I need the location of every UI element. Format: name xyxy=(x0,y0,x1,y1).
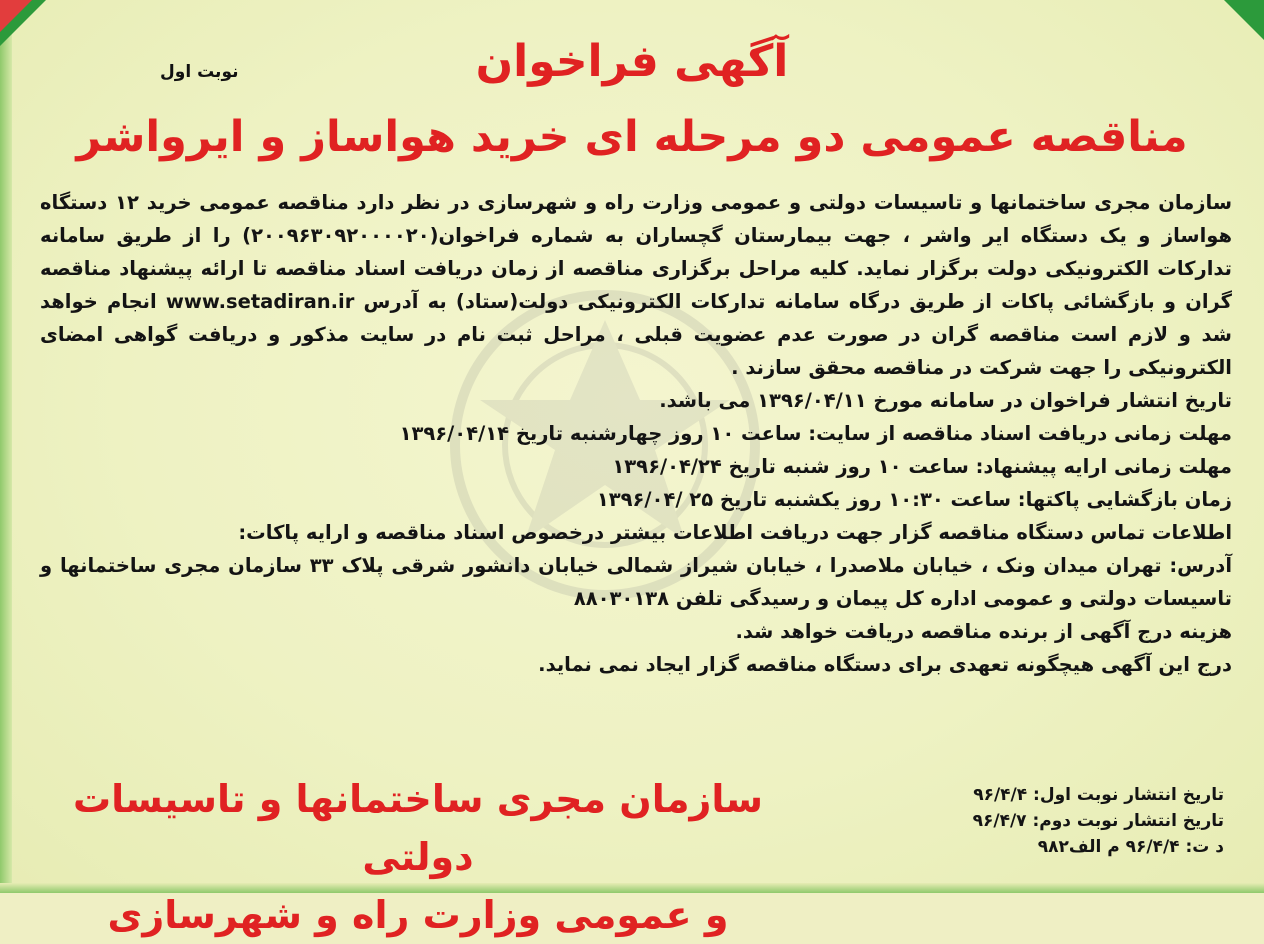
organization-line-1: سازمان مجری ساختمانها و تاسیسات دولتی xyxy=(72,777,764,879)
organization-line-2: و عمومی وزارت راه و شهرسازی xyxy=(107,893,729,937)
document-deadline-line: مهلت زمانی دریافت اسناد مناقصه از سایت: ساعت ۱۰ روز چهارشنبه تاریخ ۱۳۹۶/۰۴/۱۴ xyxy=(399,422,1232,445)
cost-note-line: هزینه درج آگهی از برنده مناقصه دریافت خواهد شد. xyxy=(735,620,1232,643)
intro-paragraph: سازمان مجری ساختمانها و تاسیسات دولتی و عمومی وزارت راه و شهرسازی در نظر دارد مناقصه عمومی خرید ۱۲ دستگاه هواساز و یک دستگاه ایر واشر ، جهت بیمارستان گچساران به شماره فراخوان(۲۰۰۹۶۳۰۹۲۰۰۰۰۲۰) را از طریق سامانه تدارکات الکترونیکی دولت برگزار نماید. کلیه مراحل برگزاری مناقصه از زمان دریافت اسناد مناقصه تا ارائه پیشنهاد مناقصه گران و بازگشائی پاکات از طریق درگاه سامانه تدارکات الکترونیکی دولت(ستاد) به آدرس www.setadiran.ir انجام خواهد شد و لازم است مناقصه گران در صورت عدم عضویت قبلی ، مراحل ثبت نام در سایت مذکور و دریافت گواهی امضای الکترونیکی را جهت شرکت در مناقصه محقق سازند . xyxy=(40,191,1233,379)
organization-signature xyxy=(38,770,798,944)
second-publish-date: تاریخ انتشار نوبت دوم: ۹۶/۴/۷ xyxy=(972,811,1224,831)
corner-decoration-top-right xyxy=(1224,0,1264,40)
headline-subtitle: مناقصه عمومی دو مرحله ای خرید هواساز و ایرواشر xyxy=(76,112,1188,162)
disclaimer-line: درج این آگهی هیچگونه تعهدی برای دستگاه مناقصه گزار ایجاد نمی نماید. xyxy=(538,653,1232,676)
address-paragraph: آدرس: تهران میدان ونک ، خیابان ملاصدرا ، خیابان شیراز شمالی خیابان دانشور شرقی پلاک ۳۳ سازمان مجری ساختمانها و تاسیسات دولتی و عمومی اداره کل پیمان و رسیدگی تلفن ۸۸۰۳۰۱۳۸ xyxy=(40,554,1232,610)
headline-title: آگهی فراخوان xyxy=(475,36,789,87)
publication-code: د ت: ۹۶/۴/۴ م الف۹۸۲ xyxy=(1037,837,1224,857)
edition-label: نوبت اول xyxy=(160,62,239,82)
offer-deadline-line: مهلت زمانی ارایه پیشنهاد: ساعت ۱۰ روز شنبه تاریخ ۱۳۹۶/۰۴/۲۴ xyxy=(612,455,1232,478)
opening-time-line: زمان بازگشایی پاکتها: ساعت ۱۰:۳۰ روز یکشنبه تاریخ ۲۵ /۱۳۹۶/۰۴ xyxy=(596,488,1232,511)
contact-intro-line: اطلاعات تماس دستگاه مناقصه گزار جهت دریافت اطلاعات بیشتر درخصوص اسناد مناقصه و ارایه پاکات: xyxy=(238,521,1232,544)
announcement-body xyxy=(40,186,1232,681)
corner-decoration-top-left-red xyxy=(0,0,32,32)
publish-date-line: تاریخ انتشار فراخوان در سامانه مورخ ۱۳۹۶/۰۴/۱۱ می باشد. xyxy=(659,389,1232,412)
first-publish-date: تاریخ انتشار نوبت اول: ۹۶/۴/۴ xyxy=(973,785,1224,805)
publication-dates xyxy=(884,782,1224,860)
